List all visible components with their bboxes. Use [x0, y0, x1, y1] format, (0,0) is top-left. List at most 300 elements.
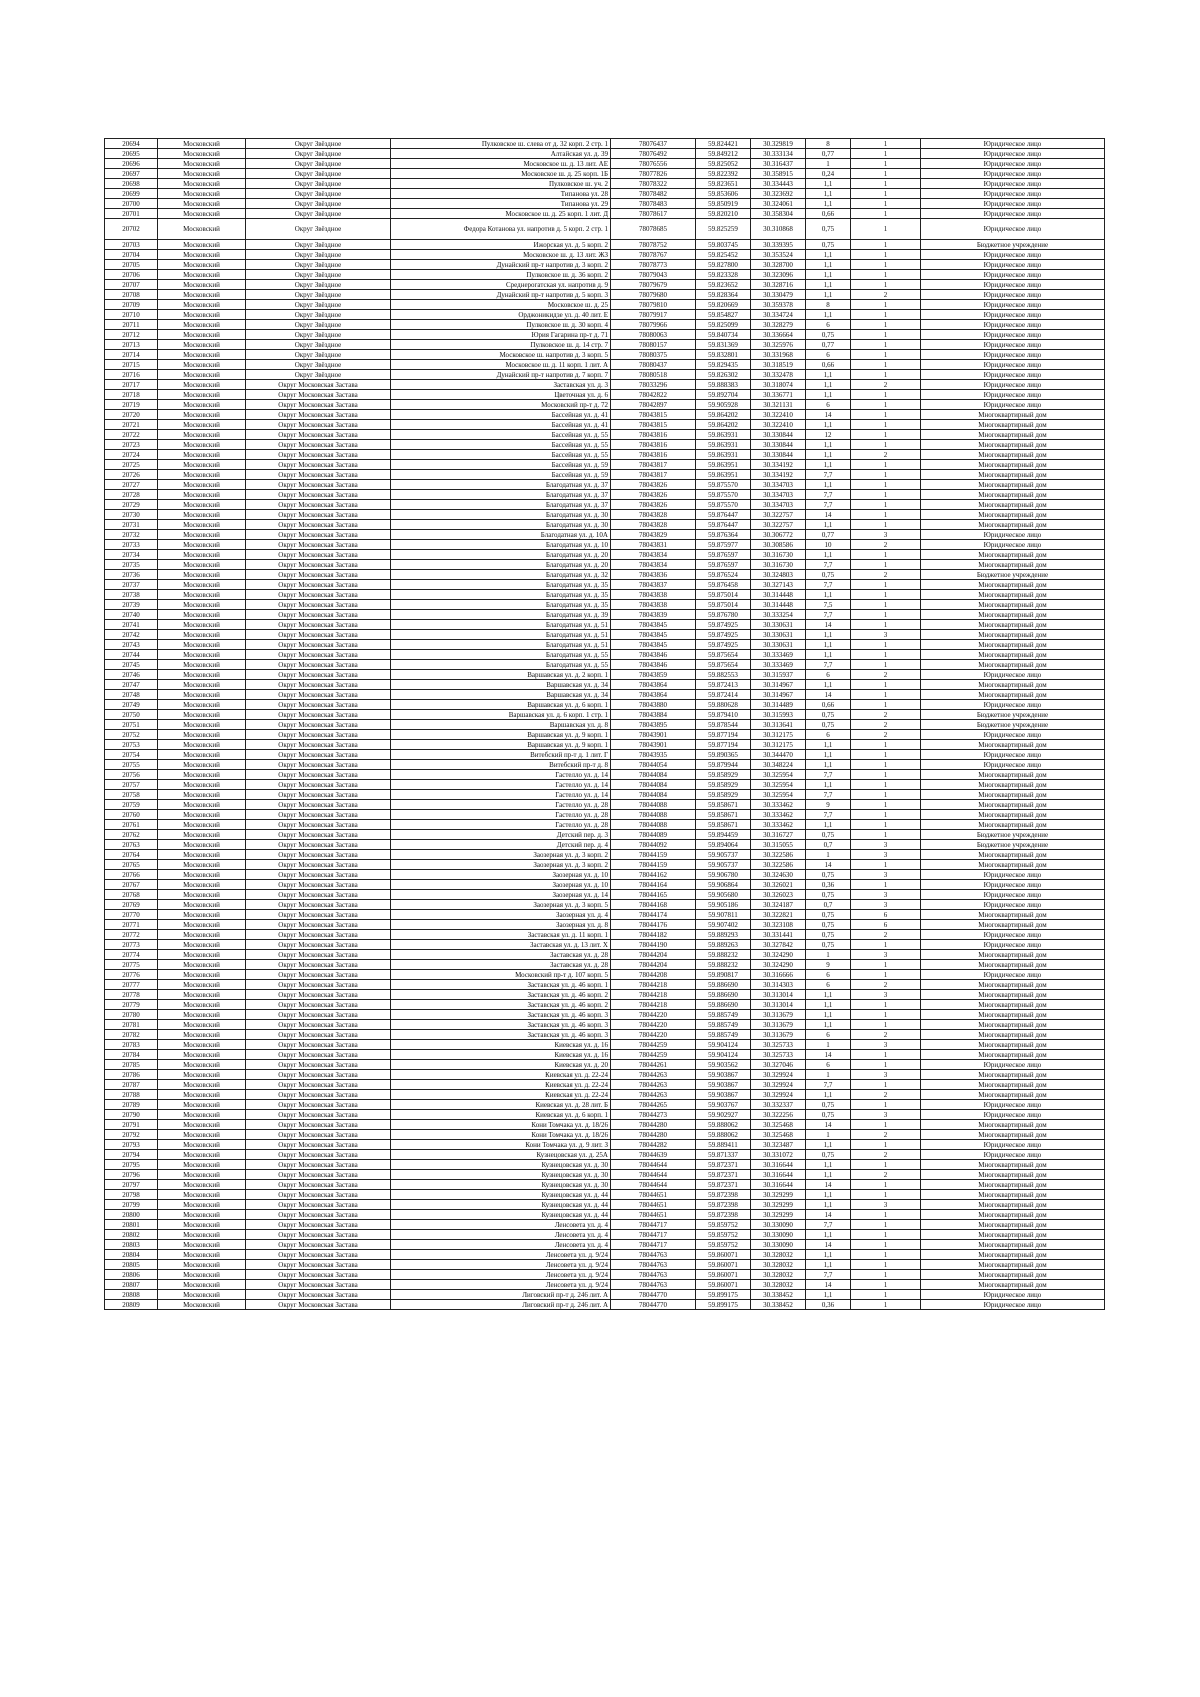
object-code-cell: 78078773: [611, 260, 696, 270]
quantity-cell: 2: [851, 930, 921, 940]
owner-type-cell: Многоквартирный дом: [921, 780, 1105, 790]
latitude-cell: 59.820669: [696, 300, 751, 310]
object-code-cell: 78044717: [611, 1220, 696, 1230]
latitude-cell: 59.858671: [696, 820, 751, 830]
longitude-cell: 30.353524: [751, 250, 806, 260]
municipality-cell: Округ Московская Застава: [246, 850, 391, 860]
longitude-cell: 30.327842: [751, 940, 806, 950]
table-row: [105, 1230, 1105, 1240]
owner-type-cell: Юридическое лицо: [921, 730, 1105, 740]
volume-cell: 0,75: [806, 1150, 851, 1160]
object-code-cell: 78044168: [611, 900, 696, 910]
row-number-cell: 20751: [105, 720, 158, 730]
longitude-cell: 30.324187: [751, 900, 806, 910]
longitude-cell: 30.325468: [751, 1130, 806, 1140]
longitude-cell: 30.324803: [751, 570, 806, 580]
quantity-cell: 1: [851, 169, 921, 179]
address-cell: Благодатная ул. д. 35: [391, 590, 611, 600]
volume-cell: 1,1: [806, 680, 851, 690]
object-code-cell: 78044220: [611, 1010, 696, 1020]
address-cell: Алтайская ул. д. 39: [391, 149, 611, 159]
row-number-cell: 20724: [105, 450, 158, 460]
latitude-cell: 59.875654: [696, 660, 751, 670]
address-cell: Заозерная ул. д. 3 корп. 2: [391, 860, 611, 870]
owner-type-cell: Многоквартирный дом: [921, 420, 1105, 430]
table-row: [105, 1290, 1105, 1300]
municipality-cell: Округ Московская Застава: [246, 750, 391, 760]
longitude-cell: 30.322757: [751, 510, 806, 520]
owner-type-cell: Юридическое лицо: [921, 209, 1105, 219]
object-code-cell: 78044159: [611, 860, 696, 870]
latitude-cell: 59.825052: [696, 159, 751, 169]
table-row: [105, 400, 1105, 410]
owner-type-cell: Юридическое лицо: [921, 300, 1105, 310]
quantity-cell: 1: [851, 760, 921, 770]
owner-type-cell: Многоквартирный дом: [921, 590, 1105, 600]
latitude-cell: 59.876458: [696, 580, 751, 590]
district-cell: Московский: [158, 179, 246, 189]
municipality-cell: Округ Московская Застава: [246, 890, 391, 900]
volume-cell: 14: [806, 860, 851, 870]
latitude-cell: 59.879410: [696, 710, 751, 720]
municipality-cell: Округ Московская Застава: [246, 610, 391, 620]
municipality-cell: Округ Московская Застава: [246, 910, 391, 920]
longitude-cell: 30.318074: [751, 380, 806, 390]
quantity-cell: 1: [851, 1180, 921, 1190]
volume-cell: 14: [806, 1120, 851, 1130]
district-cell: Московский: [158, 810, 246, 820]
table-row: [105, 590, 1105, 600]
volume-cell: 1,1: [806, 1000, 851, 1010]
latitude-cell: 59.877194: [696, 740, 751, 750]
address-cell: Гастелло ул. д. 14: [391, 770, 611, 780]
object-code-cell: 78043839: [611, 610, 696, 620]
municipality-cell: Округ Звёздное: [246, 139, 391, 149]
owner-type-cell: Юридическое лицо: [921, 290, 1105, 300]
table-row: [105, 1040, 1105, 1050]
table-row: [105, 860, 1105, 870]
volume-cell: 14: [806, 1210, 851, 1220]
object-code-cell: 78078617: [611, 209, 696, 219]
municipality-cell: Округ Московская Застава: [246, 1290, 391, 1300]
quantity-cell: 3: [851, 890, 921, 900]
volume-cell: 1,1: [806, 650, 851, 660]
object-code-cell: 78080518: [611, 370, 696, 380]
longitude-cell: 30.358304: [751, 209, 806, 219]
longitude-cell: 30.325954: [751, 790, 806, 800]
municipality-cell: Округ Московская Застава: [246, 1270, 391, 1280]
row-number-cell: 20756: [105, 770, 158, 780]
object-code-cell: 78044190: [611, 940, 696, 950]
address-cell: Варшавская ул. д. 9 корп. 1: [391, 730, 611, 740]
row-number-cell: 20731: [105, 520, 158, 530]
row-number-cell: 20804: [105, 1250, 158, 1260]
table-row: [105, 149, 1105, 159]
address-cell: Благодатная ул. д. 37: [391, 500, 611, 510]
district-cell: Московский: [158, 580, 246, 590]
district-cell: Московский: [158, 990, 246, 1000]
row-number-cell: 20784: [105, 1050, 158, 1060]
owner-type-cell: Многоквартирный дом: [921, 1210, 1105, 1220]
municipality-cell: Округ Московская Застава: [246, 820, 391, 830]
owner-type-cell: Юридическое лицо: [921, 1140, 1105, 1150]
address-cell: Благодатная ул. д. 30: [391, 510, 611, 520]
latitude-cell: 59.886690: [696, 980, 751, 990]
object-code-cell: 78043884: [611, 710, 696, 720]
quantity-cell: 1: [851, 300, 921, 310]
address-cell: Заставская ул. д. 46 корп. 1: [391, 980, 611, 990]
table-row: [105, 1110, 1105, 1120]
latitude-cell: 59.888232: [696, 960, 751, 970]
table-row: [105, 320, 1105, 330]
volume-cell: 7,7: [806, 770, 851, 780]
quantity-cell: 1: [851, 1050, 921, 1060]
row-number-cell: 20794: [105, 1150, 158, 1160]
table-row: [105, 930, 1105, 940]
quantity-cell: 3: [851, 1200, 921, 1210]
object-code-cell: 78043845: [611, 630, 696, 640]
municipality-cell: Округ Московская Застава: [246, 1020, 391, 1030]
volume-cell: 14: [806, 510, 851, 520]
address-cell: Бассейная ул. д. 55: [391, 450, 611, 460]
longitude-cell: 30.314448: [751, 600, 806, 610]
municipality-cell: Округ Московская Застава: [246, 680, 391, 690]
latitude-cell: 59.889411: [696, 1140, 751, 1150]
municipality-cell: Округ Московская Застава: [246, 930, 391, 940]
longitude-cell: 30.333469: [751, 650, 806, 660]
owner-type-cell: Многоквартирный дом: [921, 1070, 1105, 1080]
municipality-cell: Округ Московская Застава: [246, 1030, 391, 1040]
quantity-cell: 1: [851, 1290, 921, 1300]
address-cell: Благодатная ул. д. 32: [391, 570, 611, 580]
district-cell: Московский: [158, 1110, 246, 1120]
table-row: [105, 900, 1105, 910]
table-row: [105, 440, 1105, 450]
latitude-cell: 59.823652: [696, 280, 751, 290]
municipality-cell: Округ Московская Застава: [246, 540, 391, 550]
address-cell: Кузнецовская ул. д. 30: [391, 1160, 611, 1170]
quantity-cell: 1: [851, 430, 921, 440]
quantity-cell: 1: [851, 1270, 921, 1280]
object-code-cell: 78078483: [611, 199, 696, 209]
owner-type-cell: Юридическое лицо: [921, 260, 1105, 270]
volume-cell: 1: [806, 1070, 851, 1080]
object-code-cell: 78079966: [611, 320, 696, 330]
object-code-cell: 78043864: [611, 690, 696, 700]
latitude-cell: 59.820210: [696, 209, 751, 219]
volume-cell: 1: [806, 1040, 851, 1050]
volume-cell: 1,1: [806, 250, 851, 260]
table-row: [105, 1160, 1105, 1170]
address-cell: Благодатная ул. д. 35: [391, 600, 611, 610]
owner-type-cell: Многоквартирный дом: [921, 800, 1105, 810]
district-cell: Московский: [158, 1140, 246, 1150]
row-number-cell: 20776: [105, 970, 158, 980]
address-cell: Заставская ул. д. 46 корп. 3: [391, 1010, 611, 1020]
address-cell: Типанова ул. 28: [391, 189, 611, 199]
quantity-cell: 1: [851, 209, 921, 219]
object-code-cell: 78080157: [611, 340, 696, 350]
quantity-cell: 3: [851, 850, 921, 860]
latitude-cell: 59.860071: [696, 1260, 751, 1270]
row-number-cell: 20782: [105, 1030, 158, 1040]
row-number-cell: 20798: [105, 1190, 158, 1200]
object-code-cell: 78044208: [611, 970, 696, 980]
object-code-cell: 78043826: [611, 480, 696, 490]
volume-cell: 7,7: [806, 610, 851, 620]
quantity-cell: 2: [851, 1150, 921, 1160]
latitude-cell: 59.905737: [696, 850, 751, 860]
table-row: [105, 360, 1105, 370]
table-row: [105, 990, 1105, 1000]
municipality-cell: Округ Московская Застава: [246, 830, 391, 840]
quantity-cell: 2: [851, 450, 921, 460]
district-cell: Московский: [158, 600, 246, 610]
address-cell: Киевская ул. д. 16: [391, 1040, 611, 1050]
owner-type-cell: Многоквартирный дом: [921, 1050, 1105, 1060]
latitude-cell: 59.872371: [696, 1160, 751, 1170]
object-code-cell: 78043826: [611, 490, 696, 500]
owner-type-cell: Юридическое лицо: [921, 380, 1105, 390]
longitude-cell: 30.322410: [751, 410, 806, 420]
address-cell: Гастелло ул. д. 14: [391, 790, 611, 800]
table-row: [105, 520, 1105, 530]
row-number-cell: 20777: [105, 980, 158, 990]
district-cell: Московский: [158, 490, 246, 500]
address-cell: Заставская ул. д. 3: [391, 380, 611, 390]
volume-cell: 0,66: [806, 209, 851, 219]
longitude-cell: 30.329924: [751, 1070, 806, 1080]
municipality-cell: Округ Звёздное: [246, 310, 391, 320]
object-code-cell: 78044220: [611, 1020, 696, 1030]
volume-cell: 1,1: [806, 640, 851, 650]
table-row: [105, 240, 1105, 250]
row-number-cell: 20742: [105, 630, 158, 640]
address-cell: Благодатная ул. д. 20: [391, 550, 611, 560]
owner-type-cell: Бюджетное учреждение: [921, 710, 1105, 720]
object-code-cell: 78080437: [611, 360, 696, 370]
longitude-cell: 30.330090: [751, 1240, 806, 1250]
district-cell: Московский: [158, 1080, 246, 1090]
table-row: [105, 1300, 1105, 1310]
municipality-cell: Округ Московская Застава: [246, 730, 391, 740]
municipality-cell: Округ Московская Застава: [246, 900, 391, 910]
latitude-cell: 59.872414: [696, 690, 751, 700]
object-code-cell: 78044084: [611, 770, 696, 780]
volume-cell: 0,7: [806, 840, 851, 850]
longitude-cell: 30.334703: [751, 500, 806, 510]
latitude-cell: 59.853606: [696, 189, 751, 199]
address-cell: Благодатная ул. д. 51: [391, 640, 611, 650]
latitude-cell: 59.906864: [696, 880, 751, 890]
latitude-cell: 59.858929: [696, 780, 751, 790]
municipality-cell: Округ Московская Застава: [246, 530, 391, 540]
longitude-cell: 30.322256: [751, 1110, 806, 1120]
row-number-cell: 20718: [105, 390, 158, 400]
object-code-cell: 78044282: [611, 1140, 696, 1150]
owner-type-cell: Юридическое лицо: [921, 149, 1105, 159]
volume-cell: 0,75: [806, 710, 851, 720]
object-code-cell: 78043880: [611, 700, 696, 710]
longitude-cell: 30.322586: [751, 850, 806, 860]
object-code-cell: 78079043: [611, 270, 696, 280]
volume-cell: 1,1: [806, 990, 851, 1000]
object-code-cell: 78044220: [611, 1030, 696, 1040]
table-row: [105, 1240, 1105, 1250]
latitude-cell: 59.872398: [696, 1210, 751, 1220]
latitude-cell: 59.888062: [696, 1130, 751, 1140]
object-code-cell: 78079679: [611, 280, 696, 290]
municipality-cell: Округ Московская Застава: [246, 630, 391, 640]
table-row: [105, 1140, 1105, 1150]
municipality-cell: Округ Московская Застава: [246, 420, 391, 430]
district-cell: Московский: [158, 780, 246, 790]
quantity-cell: 1: [851, 360, 921, 370]
owner-type-cell: Юридическое лицо: [921, 970, 1105, 980]
longitude-cell: 30.359378: [751, 300, 806, 310]
table-row: [105, 560, 1105, 570]
object-code-cell: 78044717: [611, 1240, 696, 1250]
object-code-cell: 78080063: [611, 330, 696, 340]
owner-type-cell: Многоквартирный дом: [921, 1020, 1105, 1030]
row-number-cell: 20754: [105, 750, 158, 760]
object-code-cell: 78078482: [611, 189, 696, 199]
volume-cell: 6: [806, 400, 851, 410]
owner-type-cell: Юридическое лицо: [921, 760, 1105, 770]
object-code-cell: 78043901: [611, 730, 696, 740]
address-cell: Дунайский пр-т напротив д. 3 корп. 2: [391, 260, 611, 270]
row-number-cell: 20806: [105, 1270, 158, 1280]
row-number-cell: 20729: [105, 500, 158, 510]
district-cell: Московский: [158, 470, 246, 480]
municipality-cell: Округ Московская Застава: [246, 400, 391, 410]
table-row: [105, 1060, 1105, 1070]
row-number-cell: 20749: [105, 700, 158, 710]
district-cell: Московский: [158, 750, 246, 760]
latitude-cell: 59.850919: [696, 199, 751, 209]
volume-cell: 0,24: [806, 169, 851, 179]
volume-cell: 6: [806, 970, 851, 980]
latitude-cell: 59.899175: [696, 1290, 751, 1300]
row-number-cell: 20772: [105, 930, 158, 940]
address-cell: Заозерная ул. д. 3 корп. 2: [391, 850, 611, 860]
district-cell: Московский: [158, 640, 246, 650]
municipality-cell: Округ Московская Застава: [246, 1150, 391, 1160]
table-row: [105, 1010, 1105, 1020]
row-number-cell: 20722: [105, 430, 158, 440]
table-row: [105, 139, 1105, 149]
municipality-cell: Округ Московская Застава: [246, 1040, 391, 1050]
latitude-cell: 59.872371: [696, 1180, 751, 1190]
owner-type-cell: Многоквартирный дом: [921, 1250, 1105, 1260]
municipality-cell: Округ Московская Застава: [246, 450, 391, 460]
row-number-cell: 20711: [105, 320, 158, 330]
municipality-cell: Округ Московская Застава: [246, 670, 391, 680]
address-cell: Кузнецовская ул. д. 25А: [391, 1150, 611, 1160]
quantity-cell: 1: [851, 310, 921, 320]
row-number-cell: 20719: [105, 400, 158, 410]
owner-type-cell: Многоквартирный дом: [921, 650, 1105, 660]
row-number-cell: 20744: [105, 650, 158, 660]
address-cell: Заозерная ул. д. 14: [391, 890, 611, 900]
object-code-cell: 78044644: [611, 1180, 696, 1190]
object-code-cell: 78044280: [611, 1130, 696, 1140]
district-cell: Московский: [158, 1100, 246, 1110]
quantity-cell: 2: [851, 730, 921, 740]
row-number-cell: 20725: [105, 460, 158, 470]
district-cell: Московский: [158, 550, 246, 560]
latitude-cell: 59.876364: [696, 530, 751, 540]
municipality-cell: Округ Московская Застава: [246, 800, 391, 810]
municipality-cell: Округ Московская Застава: [246, 490, 391, 500]
quantity-cell: 1: [851, 700, 921, 710]
municipality-cell: Округ Звёздное: [246, 330, 391, 340]
volume-cell: 1,1: [806, 460, 851, 470]
district-cell: Московский: [158, 300, 246, 310]
longitude-cell: 30.348224: [751, 760, 806, 770]
longitude-cell: 30.329299: [751, 1210, 806, 1220]
table-row: [105, 600, 1105, 610]
municipality-cell: Округ Московская Застава: [246, 1240, 391, 1250]
latitude-cell: 59.903867: [696, 1090, 751, 1100]
object-code-cell: 78043836: [611, 570, 696, 580]
address-cell: Варшавская ул. д. 6 корп. 1: [391, 700, 611, 710]
district-cell: Московский: [158, 149, 246, 159]
volume-cell: 0,75: [806, 330, 851, 340]
object-code-cell: 78044263: [611, 1070, 696, 1080]
quantity-cell: 3: [851, 870, 921, 880]
row-number-cell: 20699: [105, 189, 158, 199]
object-code-cell: 78079917: [611, 310, 696, 320]
latitude-cell: 59.876597: [696, 560, 751, 570]
owner-type-cell: Многоквартирный дом: [921, 850, 1105, 860]
table-row: [105, 630, 1105, 640]
quantity-cell: 1: [851, 1230, 921, 1240]
object-code-cell: 78043816: [611, 450, 696, 460]
municipality-cell: Округ Московская Застава: [246, 860, 391, 870]
quantity-cell: 1: [851, 1220, 921, 1230]
longitude-cell: 30.314448: [751, 590, 806, 600]
table-row: [105, 500, 1105, 510]
latitude-cell: 59.859752: [696, 1230, 751, 1240]
quantity-cell: 1: [851, 830, 921, 840]
latitude-cell: 59.904124: [696, 1050, 751, 1060]
municipality-cell: Округ Звёздное: [246, 370, 391, 380]
object-code-cell: 78043859: [611, 670, 696, 680]
owner-type-cell: Юридическое лицо: [921, 530, 1105, 540]
quantity-cell: 1: [851, 940, 921, 950]
district-cell: Московский: [158, 450, 246, 460]
latitude-cell: 59.894459: [696, 830, 751, 840]
table-row: [105, 890, 1105, 900]
quantity-cell: 1: [851, 640, 921, 650]
address-cell: Ленсовета ул. д. 9/24: [391, 1270, 611, 1280]
owner-type-cell: Многоквартирный дом: [921, 520, 1105, 530]
district-cell: Московский: [158, 510, 246, 520]
address-cell: Гастелло ул. д. 28: [391, 800, 611, 810]
district-cell: Московский: [158, 1040, 246, 1050]
latitude-cell: 59.863931: [696, 450, 751, 460]
address-cell: Благодатная ул. д. 55: [391, 660, 611, 670]
quantity-cell: 1: [851, 600, 921, 610]
longitude-cell: 30.312175: [751, 740, 806, 750]
row-number-cell: 20728: [105, 490, 158, 500]
district-cell: Московский: [158, 1180, 246, 1190]
object-code-cell: 78044651: [611, 1190, 696, 1200]
owner-type-cell: Юридическое лицо: [921, 1100, 1105, 1110]
longitude-cell: 30.329299: [751, 1200, 806, 1210]
table-row: [105, 550, 1105, 560]
